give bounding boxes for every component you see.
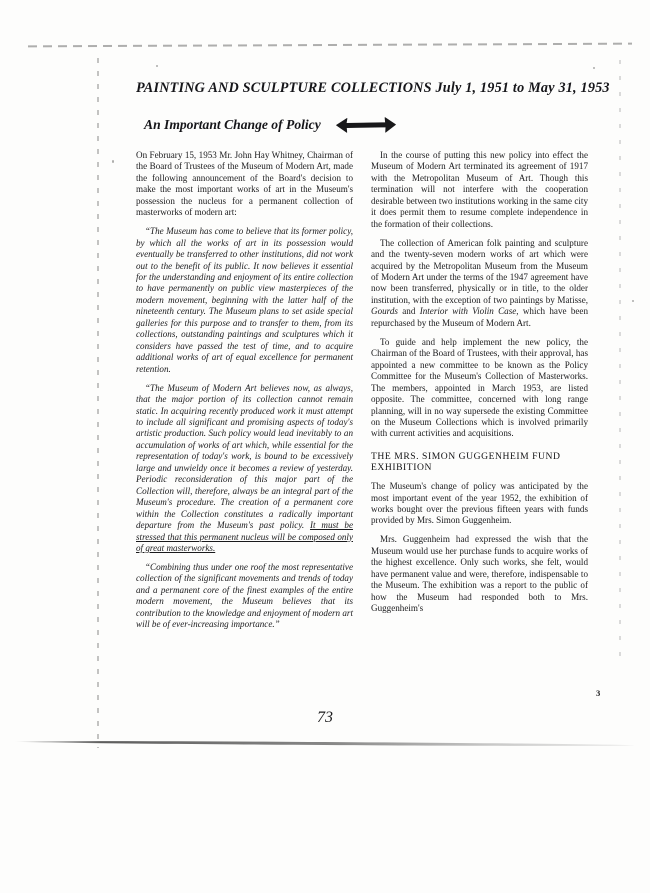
quote-paragraph: “The Museum has come to believe that its former policy, by which all the works of art in its possession would eventually be transferred to other institutions, did not work out to the benefit of its public. It now believes it essential for the understanding and enjoyment of its entire collection to have permanently on public view masterpieces of the modern movement, beginning with the latter half of the nineteenth century. The Museum plans to set aside special galleries for this purpose and to transfer to them, from its collections, outstanding paintings and sculptures which it considers have passed the test of time, and to acquire additional works of art of equal excellence for permanent retention. [136, 226, 353, 374]
scan-speck [593, 67, 595, 69]
running-head-title: PAINTING AND SCULPTURE COLLECTIONS [136, 80, 432, 96]
paragraph-text: and [397, 306, 420, 317]
page-number: 73 [317, 709, 333, 726]
paragraph: The Museum's change of policy was anticipated by the most important event of the year 1952, the exhibition of works bought over the previous fifteen years with funds provided by Mrs. Simon Guggenheim. [371, 481, 588, 526]
scan-speck [156, 65, 158, 67]
page-title: An Important Change of Policy [144, 117, 321, 132]
quote-paragraph: “Combining thus under one roof the most representative collection of the significant movements and trends of today and a permanent core of the finest examples of the entire modern movement, the Museum believes that its contribution to the knowledge and enjoyment of modern art will be of ever-increasing importance.” [136, 561, 353, 630]
paragraph-text: The collection of American folk painting and sculpture and the twenty-seven modern works of art which were acquired by the Metropolitan Museum from the Museum of Modern Art under the terms of the 1947 agreement have now been transferred, physically or in title, to the older institution, with the exception of two paintings by Matisse, [371, 237, 588, 305]
scan-edge-right-artifact [619, 60, 621, 660]
artwork-title: Gourds [371, 306, 398, 317]
paragraph: Mrs. Guggenheim had expressed the wish that the Museum would use her purchase funds to acquire works of the highest excellence. Only such works, she felt, would have permanent value and were, therefore, indispensable to the Museum. The exhibition was a report to the public of how the Museum had responded both to Mrs. Guggenheim's [371, 534, 588, 614]
scan-speck [632, 300, 634, 302]
scan-speck [112, 160, 114, 163]
left-column [136, 150, 353, 631]
right-column [371, 150, 588, 631]
quote-text: “The Museum of Modern Art believes now, as always, that the major portion of its collection cannot remain static. In acquiring recently produced work it must attempt to include all significant and promising aspects of today's artistic production. Such policy would lead inevitably to an accumulation of works of art which, while essential for the representation of today's work, is bound to be excessively large and unwieldy once it becomes a review of yesterday. Periodic reconsideration of this major part of the Collection will, therefore, always be an integral part of the Museum's procedure. The creation of a permanent core within the Collection constitutes a radically important departure from the Museum's past policy. [136, 382, 353, 531]
paragraph-with-titles [371, 230, 588, 329]
running-head [136, 80, 610, 97]
paragraph: To guide and help implement the new policy, the Chairman of the Board of Trustees, with their approval, has appointed a new committee to be known as the Policy Committee for the Museum's Collection of Masterworks. The members, appointed in March 1953, are listed opposite. The committee, concerned with long range planning, will in no way supersede the existing Committee on the Museum Collections which is involved primarily with current activities and acquisitions. [371, 336, 588, 439]
running-head-dates: July 1, 1951 to May 31, 1953 [435, 80, 610, 96]
paragraph: On February 15, 1953 Mr. John Hay Whitney, Chairman of the Board of Trustees of the Museum of Modern Art, made the following announcement of the Board's decision to make the most important works of art in the Museum's possession the nucleus for a permanent collection of masterworks of modern art: [136, 150, 353, 218]
two-column-body [136, 150, 588, 631]
quote-paragraph-with-underline [136, 375, 353, 554]
scan-edge-left-artifact [97, 58, 99, 748]
scan-edge-bottom-artifact [14, 740, 634, 747]
double-headed-arrow-icon [335, 116, 397, 134]
section-title-row [144, 116, 397, 134]
corner-number: 3 [596, 688, 601, 698]
paragraph: In the course of putting this new policy into effect the Museum of Modern Art terminated its agreement of 1917 with the Metropolitan Museum of Art. Though this termination will not interfere with the cooperation desirable between two institutions working in the same city it does permit them to resume complete independence in the formation of their collections. [371, 150, 588, 229]
section-heading: THE MRS. SIMON GUGGENHEIM FUND EXHIBITION [371, 450, 561, 474]
scan-edge-top-artifact [28, 43, 632, 48]
underlined-emphasis: It must be stressed that this permanent nucleus will be composed only of great masterworks. [136, 520, 353, 553]
paragraph-text: , which have been repurchased by the Museum of Modern Art. [371, 306, 589, 328]
artwork-title: Interior with Violin Case [419, 306, 517, 317]
